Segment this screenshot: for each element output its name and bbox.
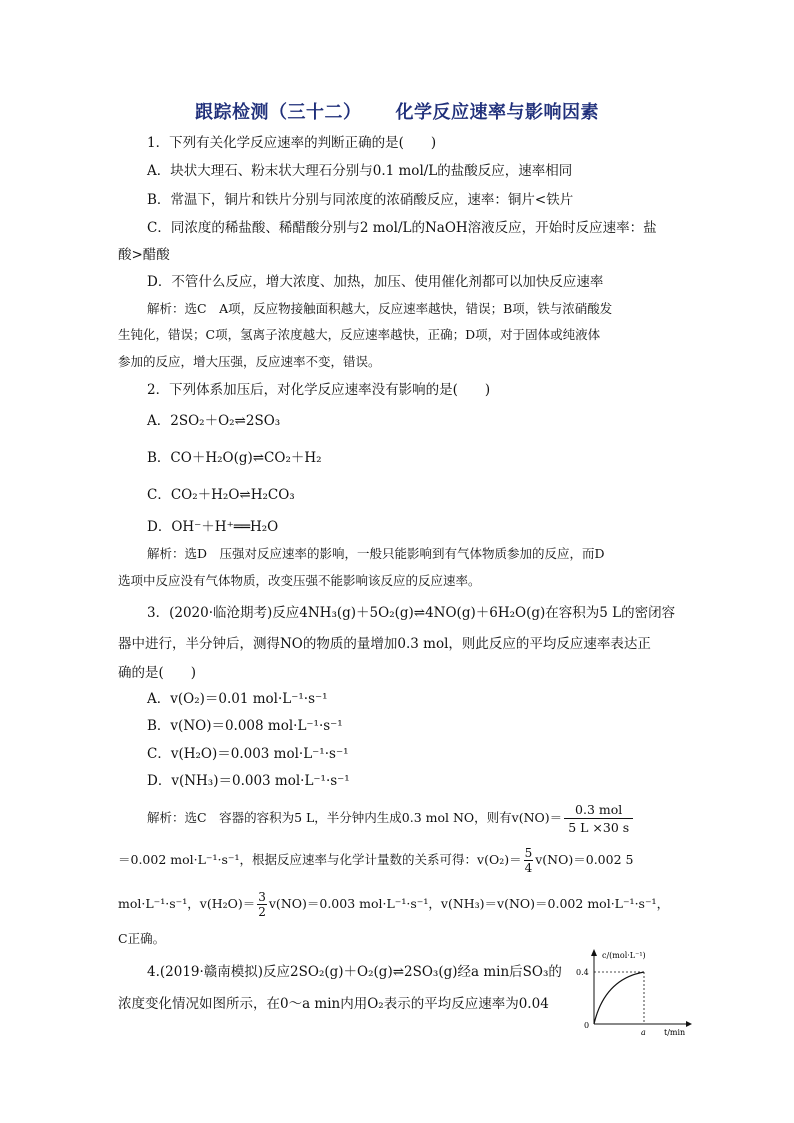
q4-stem-line1: 4.(2019·赣南模拟)反应2SO₂(g)＋O₂(g)⇌2SO₃(g)经a min后SO₃的 xyxy=(147,964,562,980)
q1-option-a: A．块状大理石、粉末状大理石分别与0.1 mol/L的盐酸反应，速率相同 xyxy=(147,163,573,179)
x-axis-arrow xyxy=(686,1021,692,1027)
page-title xyxy=(0,98,794,124)
fraction-5-4 xyxy=(524,846,534,875)
q3-stem-line3: 确的是( ) xyxy=(118,665,197,681)
q3-option-c: C．v(H₂O)＝0.003 mol·L⁻¹·s⁻¹ xyxy=(147,746,349,762)
fraction-numerator: 3 xyxy=(258,890,266,904)
x-axis-label: t/min xyxy=(664,1028,686,1037)
fraction-denominator: 2 xyxy=(258,905,266,919)
fraction-denominator: 4 xyxy=(524,861,533,875)
fraction-rate-no xyxy=(564,801,633,836)
q3-solution-text3a: mol·L⁻¹·s⁻¹，v(H₂O)＝ xyxy=(118,896,256,911)
q3-solution-line2 xyxy=(118,843,633,877)
q1-option-c-line2: 酸>醋酸 xyxy=(118,247,170,263)
y-axis-arrow xyxy=(591,949,597,956)
q2-option-a: A．2SO₂＋O₂⇌2SO₃ xyxy=(147,413,281,429)
q3-stem-line1: 3．(2020·临沧期考)反应4NH₃(g)＋5O₂(g)⇌4NO(g)＋6H₂O(g)在容积为5 L的密闭容 xyxy=(147,605,676,621)
q3-option-a: A．v(O₂)＝0.01 mol·L⁻¹·s⁻¹ xyxy=(147,691,328,707)
q1-option-b: B．常温下，铜片和铁片分别与同浓度的浓硝酸反应，速率：铜片<铁片 xyxy=(147,192,574,208)
q3-option-d: D．v(NH₃)＝0.003 mol·L⁻¹·s⁻¹ xyxy=(147,773,350,789)
concentration-time-graph xyxy=(574,948,694,1040)
q2-solution-line2: 选项中反应没有气体物质，改变压强不能影响该反应的反应速率。 xyxy=(118,573,481,588)
fraction-numerator: 5 xyxy=(524,846,533,860)
q1-solution-line1: 解析：选C A项，反应物接触面积越大，反应速率越快，错误；B项，铁与浓硝酸发 xyxy=(147,301,613,316)
q2-option-d: D．OH⁻＋H⁺══H₂O xyxy=(147,519,279,535)
q3-option-b: B．v(NO)＝0.008 mol·L⁻¹·s⁻¹ xyxy=(147,718,343,734)
q2-stem: 2．下列体系加压后，对化学反应速率没有影响的是( ) xyxy=(147,382,491,398)
q3-solution-line4: C正确。 xyxy=(118,931,166,946)
y-tick-label: 0.4 xyxy=(576,968,589,977)
q2-option-c: C．CO₂＋H₂O⇌H₂CO₃ xyxy=(147,487,295,503)
y-axis-label: c/(mol·L⁻¹) xyxy=(602,951,646,960)
x-tick-label: a xyxy=(641,1028,646,1037)
q1-stem: 1．下列有关化学反应速率的判断正确的是( ) xyxy=(147,135,437,151)
q1-solution-line3: 参加的反应，增大压强，反应速率不变，错误。 xyxy=(118,354,381,369)
q3-stem-line2: 器中进行，半分钟后，测得NO的物质的量增加0.3 mol，则此反应的平均反应速率表达正 xyxy=(118,636,651,652)
q3-solution-line1 xyxy=(147,800,635,836)
q3-solution-text2b: v(NO)＝0.002 5 xyxy=(535,852,634,867)
q1-option-c-line1: C．同浓度的稀盐酸、稀醋酸分别与2 mol/L的NaOH溶液反应，开始时反应速率：盐 xyxy=(147,220,657,236)
q3-solution-text3b: v(NO)＝0.003 mol·L⁻¹·s⁻¹，v(NH₃)＝v(NO)＝0.002 mol·L⁻¹·s⁻¹， xyxy=(268,896,670,911)
q3-solution-line3 xyxy=(118,887,669,921)
concentration-curve xyxy=(594,972,644,1024)
q1-option-d: D．不管什么反应，增大浓度、加热，加压、使用催化剂都可以加快反应速率 xyxy=(147,274,604,290)
q3-solution-text1: 解析：选C 容器的容积为5 L，半分钟内生成0.3 mol NO，则有v(NO)＝ xyxy=(147,810,563,825)
q2-option-b: B．CO＋H₂O(g)⇌CO₂＋H₂ xyxy=(147,450,322,466)
fraction-3-2 xyxy=(257,890,267,919)
title-part-1: 跟踪检测（三十二） xyxy=(195,102,362,123)
origin-label: 0 xyxy=(584,1021,590,1030)
q1-solution-line2: 生钝化，错误；C项，氢离子浓度越大，反应速率越快，正确；D项，对于固体或纯液体 xyxy=(118,327,601,342)
q2-solution-line1: 解析：选D 压强对反应速率的影响，一般只能影响到有气体物质参加的反应，而D xyxy=(147,546,605,561)
q3-solution-text2a: ＝0.002 mol·L⁻¹·s⁻¹，根据反应速率与化学计量数的关系可得：v(O₂)＝ xyxy=(118,852,522,867)
title-part-2: 化学反应速率与影响因素 xyxy=(395,102,599,123)
fraction-denominator: 5 L ×30 s xyxy=(568,820,630,835)
q4-stem-line2: 浓度变化情况如图所示，在0～a min内用O₂表示的平均反应速率为0.04 xyxy=(118,996,549,1012)
fraction-numerator: 0.3 mol xyxy=(564,801,633,819)
